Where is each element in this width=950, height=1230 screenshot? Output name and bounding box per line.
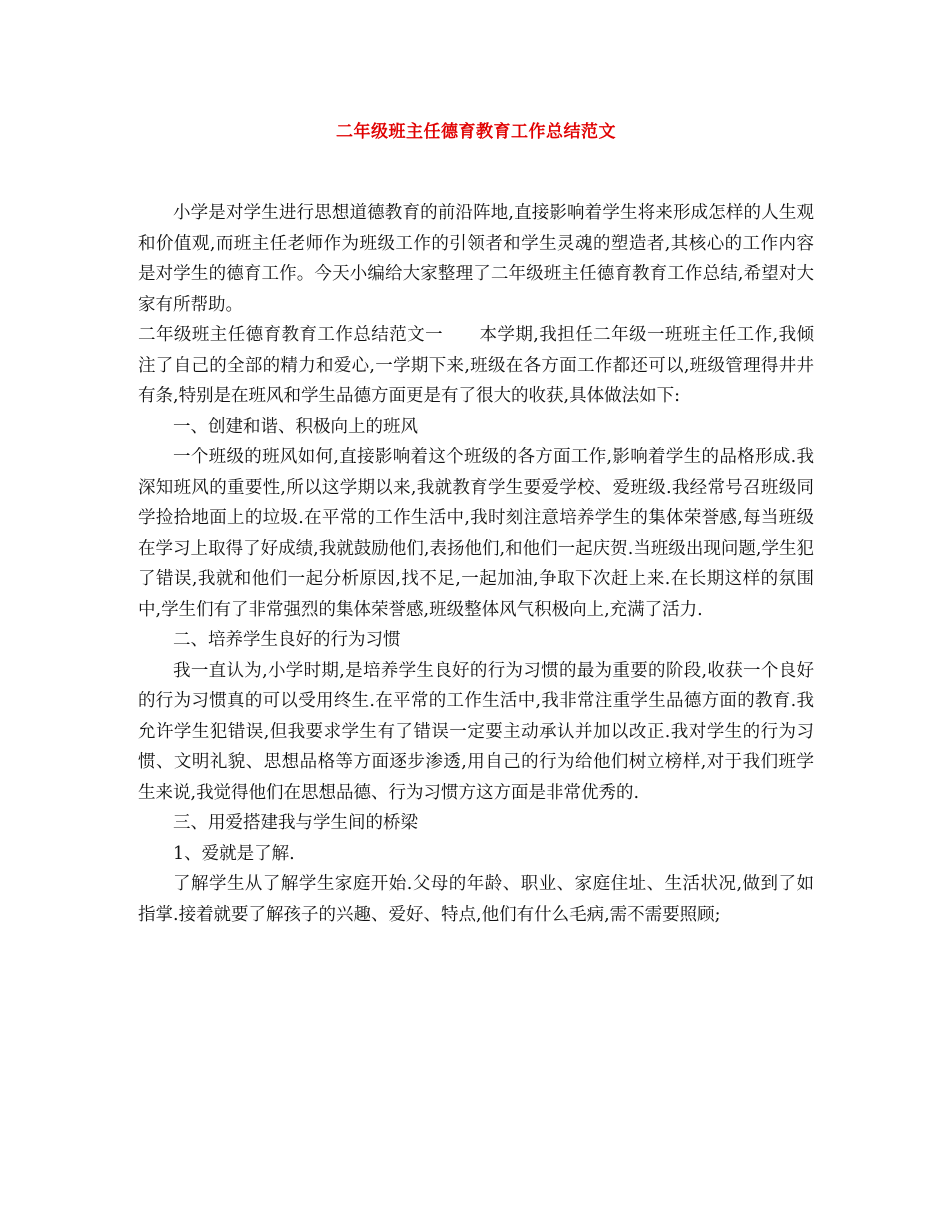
- paragraph-2: 我一直认为,小学时期,是培养学生良好的行为习惯的最为重要的阶段,收获一个良好的行为习惯真的可以受用终生.在平常的工作生活中,我非常注重学生品德方面的教育.我允许学生犯错误,但我要求学生有了错误一定要主动承认并加以改正.我对学生的行为习惯、文明礼貌、思想品格等方面逐步渗透,用自己的行为给他们树立榜样,对于我们班学生来说,我觉得他们在思想品德、行为习惯方这方面是非常优秀的.: [138, 660, 814, 803]
- intro-paragraph: 小学是对学生进行思想道德教育的前沿阵地,直接影响着学生将来形成怎样的人生观和价值观,而班主任老师作为班级工作的引领者和学生灵魂的塑造者,其核心的工作内容是对学生的德育工作。今天小编给大家整理了二年级班主任德育教育工作总结,希望对大家有所帮助。: [138, 203, 814, 315]
- section-label: 二年级班主任德育教育工作总结范文一: [138, 325, 444, 345]
- section-paragraph: [138, 320, 814, 412]
- paragraph-1: 一个班级的班风如何,直接影响着这个班级的各方面工作,影响着学生的品格形成.我深知班风的重要性,所以这学期以来,我就教育学生要爱学校、爱班级.我经常号召班级同学捡拾地面上的垃圾.在平常的工作生活中,我时刻注意培养学生的集体荣誉感,每当班级在学习上取得了好成绩,我就鼓励他们,表扬他们,和他们一起庆贺.当班级出现问题,学生犯了错误,我就和他们一起分析原因,找不足,一起加油,争取下次赶上来.在长期这样的氛围中,学生们有了非常强烈的集体荣誉感,班级整体风气积极向上,充满了活力.: [138, 447, 814, 620]
- section-intro: 本学期,我担任二年级一班班主任工作,我倾注了自己的全部的精力和爱心,一学期下来,班级在各方面工作都还可以,班级管理得井井有条,特别是在班风和学生品德方面更是有了很大的收获,具体做法如下:: [138, 325, 815, 406]
- paragraph-3: 了解学生从了解学生家庭开始.父母的年龄、职业、家庭住址、生活状况,做到了如指掌.接着就要了解孩子的兴趣、爱好、特点,他们有什么毛病,需不需要照顾;: [138, 874, 814, 925]
- document-page: [138, 120, 814, 930]
- heading-2: 二、培养学生良好的行为习惯: [173, 630, 401, 650]
- heading-1: 一、创建和谐、积极向上的班风: [173, 416, 418, 437]
- heading-3: 三、用爱搭建我与学生间的桥梁: [173, 813, 418, 833]
- document-title: 二年级班主任德育教育工作总结范文: [336, 122, 616, 142]
- subheading-1: 1、爱就是了解.: [173, 843, 295, 864]
